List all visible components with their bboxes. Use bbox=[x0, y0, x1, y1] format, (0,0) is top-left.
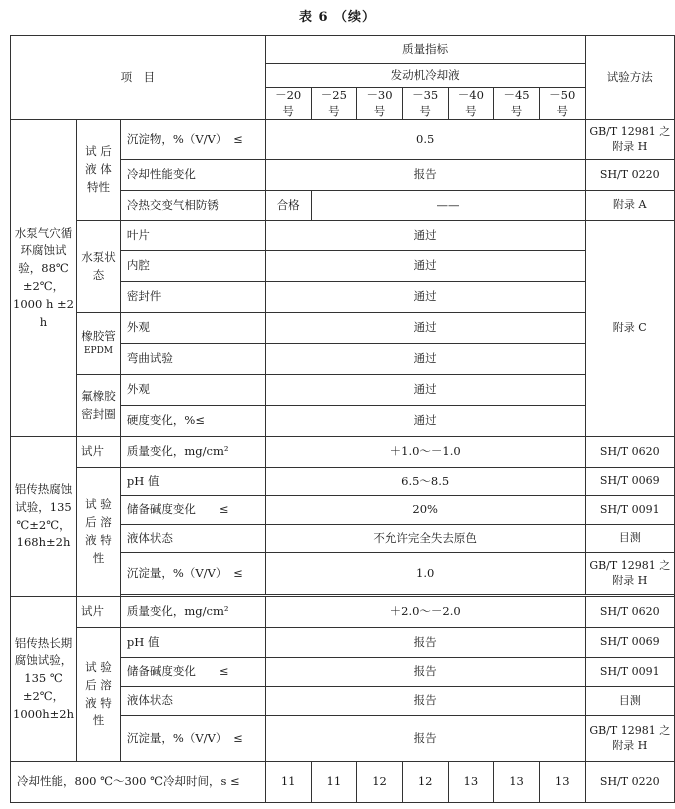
rubber-hose-group bbox=[77, 313, 121, 375]
pump-post-liquid: 试 后 液 体 特性 bbox=[77, 120, 121, 221]
seal-appearance-label: 外观 bbox=[120, 375, 265, 406]
alu1-ph-method: SH/T 0069 bbox=[585, 468, 674, 496]
method-appendix-c: 附录 C bbox=[585, 221, 674, 437]
header-method: 试验方法 bbox=[585, 36, 674, 120]
vapor-rust-label: 冷热交变气相防锈 bbox=[120, 191, 265, 221]
group-alu-corrosion: 铝传热腐蚀试验，135 ℃±2℃，168h±2h bbox=[11, 437, 77, 597]
alu2-sediment-label: 沉淀量，%（V/V） ≤ bbox=[120, 716, 265, 762]
cooling-change-value: 报告 bbox=[265, 160, 585, 191]
alu1-sediment-value: 1.0 bbox=[265, 553, 585, 595]
alu1-state-value: 不允许完全失去原色 bbox=[265, 525, 585, 553]
alu2-alkalinity-method: SH/T 0091 bbox=[585, 658, 674, 687]
cooling-time-label: 冷却性能，800 ℃～300 ℃冷却时间，s ≤ bbox=[11, 762, 266, 803]
sediment-method: GB/T 12981 之附录 H bbox=[585, 120, 674, 160]
cooling-change-label: 冷却性能变化 bbox=[120, 160, 265, 191]
bending-value: 通过 bbox=[265, 344, 585, 375]
group-pump-cavitation: 水泵气穴循环腐蚀试验，88℃±2℃，1000 h ±2 h bbox=[11, 120, 77, 437]
grade-header: －30 号 bbox=[357, 88, 403, 120]
alu2-state-label: 液体状态 bbox=[120, 687, 265, 716]
cooling-time-value: 12 bbox=[402, 762, 448, 803]
alu2-mass-method: SH/T 0620 bbox=[585, 597, 674, 628]
alu1-sediment-method: GB/T 12981 之附录 H bbox=[585, 553, 674, 595]
header-coolant: 发动机冷却液 bbox=[265, 64, 585, 88]
pump-state: 水泵状态 bbox=[77, 221, 121, 313]
alu1-alkalinity-label: 储备碱度变化 ≤ bbox=[120, 496, 265, 525]
seal-label: 密封件 bbox=[120, 282, 265, 313]
header-quality: 质量指标 bbox=[265, 36, 585, 64]
alu2-ph-label: pH 值 bbox=[120, 628, 265, 658]
cooling-time-value: 12 bbox=[357, 762, 403, 803]
cooling-time-method: SH/T 0220 bbox=[585, 762, 674, 803]
hose-appearance-label: 外观 bbox=[120, 313, 265, 344]
alu2-alkalinity-value: 报告 bbox=[265, 658, 585, 687]
seal-value: 通过 bbox=[265, 282, 585, 313]
alu2-sediment-method: GB/T 12981 之附录 H bbox=[585, 716, 674, 762]
fluoro-seal-group: 氟橡胶密封圈 bbox=[77, 375, 121, 437]
cavity-label: 内腔 bbox=[120, 251, 265, 282]
blade-value: 通过 bbox=[265, 221, 585, 251]
alu2-alkalinity-label: 储备碱度变化 ≤ bbox=[120, 658, 265, 687]
spec-table bbox=[10, 35, 675, 803]
cooling-change-method: SH/T 0220 bbox=[585, 160, 674, 191]
alu1-alkalinity-value: 20% bbox=[265, 496, 585, 525]
seal-appearance-value: 通过 bbox=[265, 375, 585, 406]
alu2-mass-value: ＋2.0～－2.0 bbox=[265, 597, 585, 628]
grade-header: －25 号 bbox=[311, 88, 357, 120]
cooling-time-value: 13 bbox=[494, 762, 540, 803]
alu2-sediment-value: 报告 bbox=[265, 716, 585, 762]
sediment-label: 沉淀物，%（V/V） ≤ bbox=[120, 120, 265, 160]
hardness-label: 硬度变化，%≤ bbox=[120, 406, 265, 437]
alu2-state-method: 目测 bbox=[585, 687, 674, 716]
bending-label: 弯曲试验 bbox=[120, 344, 265, 375]
hose-appearance-value: 通过 bbox=[265, 313, 585, 344]
grade-header: －40 号 bbox=[448, 88, 494, 120]
alu1-mass-label: 质量变化，mg/cm² bbox=[120, 437, 265, 468]
alu1-mass-value: ＋1.0～－1.0 bbox=[265, 437, 585, 468]
cooling-time-value: 13 bbox=[448, 762, 494, 803]
alu1-alkalinity-method: SH/T 0091 bbox=[585, 496, 674, 525]
alu1-ph-value: 6.5～8.5 bbox=[265, 468, 585, 496]
cooling-time-value: 11 bbox=[265, 762, 311, 803]
alu1-state-label: 液体状态 bbox=[120, 525, 265, 553]
alu1-ph-label: pH 值 bbox=[120, 468, 265, 496]
alu1-specimen: 试片 bbox=[77, 437, 121, 468]
hardness-value: 通过 bbox=[265, 406, 585, 437]
alu2-post-liquid: 试 验 后 溶 液 特 性 bbox=[77, 628, 121, 762]
alu1-mass-method: SH/T 0620 bbox=[585, 437, 674, 468]
alu2-specimen: 试片 bbox=[77, 597, 121, 628]
cooling-time-value: 13 bbox=[539, 762, 585, 803]
vapor-rust-value: 合格 bbox=[265, 191, 311, 221]
alu2-state-value: 报告 bbox=[265, 687, 585, 716]
alu2-ph-value: 报告 bbox=[265, 628, 585, 658]
alu2-ph-method: SH/T 0069 bbox=[585, 628, 674, 658]
alu1-state-method: 目测 bbox=[585, 525, 674, 553]
blade-label: 叶片 bbox=[120, 221, 265, 251]
epdm-label: EPDM bbox=[83, 346, 113, 357]
rubber-hose-label: 橡胶管 bbox=[81, 328, 116, 343]
grade-header: －50 号 bbox=[539, 88, 585, 120]
cooling-time-value: 11 bbox=[311, 762, 357, 803]
group-alu-long-term: 铝传热长期腐蚀试验，135 ℃±2℃，1000h±2h bbox=[11, 597, 77, 762]
grade-header: －45 号 bbox=[494, 88, 540, 120]
alu2-mass-label: 质量变化，mg/cm² bbox=[120, 597, 265, 628]
vapor-rust-method: 附录 A bbox=[585, 191, 674, 221]
grade-header: －35 号 bbox=[402, 88, 448, 120]
header-item: 项 目 bbox=[11, 36, 266, 120]
vapor-rust-dash: —— bbox=[311, 191, 585, 221]
alu1-post-liquid: 试 验 后 溶 液 特 性 bbox=[77, 468, 121, 597]
cavity-value: 通过 bbox=[265, 251, 585, 282]
grade-header: －20 号 bbox=[265, 88, 311, 120]
alu1-sediment-label: 沉淀量，%（V/V） ≤ bbox=[120, 553, 265, 595]
table-title: 表 6 （续） bbox=[298, 10, 377, 25]
sediment-value: 0.5 bbox=[265, 120, 585, 160]
